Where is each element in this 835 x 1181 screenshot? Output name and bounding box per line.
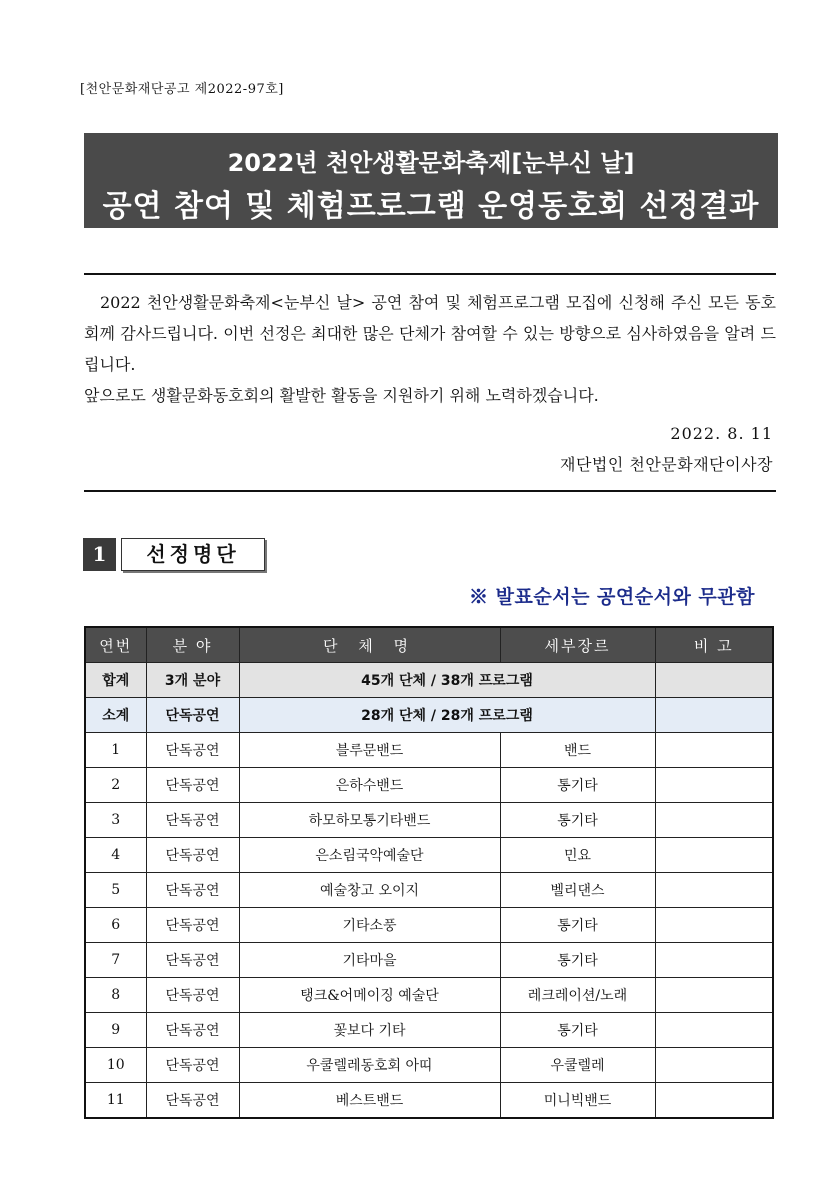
cell-name: 기타마을 — [239, 943, 500, 978]
table-row — [85, 908, 773, 943]
cell-field: 단독공연 — [146, 978, 239, 1013]
subtotal-label: 소계 — [85, 698, 146, 733]
total-summary: 45개 단체 / 38개 프로그램 — [239, 663, 655, 698]
cell-remark — [655, 838, 773, 873]
table-row — [85, 733, 773, 768]
header-name: 단 체 명 — [239, 627, 500, 663]
cell-field: 단독공연 — [146, 733, 239, 768]
header-genre: 세부장르 — [500, 627, 655, 663]
table-row — [85, 943, 773, 978]
cell-remark — [655, 733, 773, 768]
results-table — [84, 626, 774, 1119]
header-remark: 비 고 — [655, 627, 773, 663]
cell-no: 6 — [85, 908, 146, 943]
cell-genre: 통기타 — [500, 1013, 655, 1048]
table-row — [85, 978, 773, 1013]
cell-field: 단독공연 — [146, 1048, 239, 1083]
table-header-row — [85, 627, 773, 663]
cell-genre: 밴드 — [500, 733, 655, 768]
cell-field: 단독공연 — [146, 908, 239, 943]
subtotal-row — [85, 698, 773, 733]
cell-remark — [655, 768, 773, 803]
section-title: 선정명단 — [121, 538, 265, 571]
cell-field: 단독공연 — [146, 838, 239, 873]
cell-genre: 통기타 — [500, 768, 655, 803]
table-row — [85, 1048, 773, 1083]
table-row — [85, 1013, 773, 1048]
cell-name: 베스트밴드 — [239, 1083, 500, 1119]
cell-name: 우쿨렐레동호회 아띠 — [239, 1048, 500, 1083]
cell-no: 7 — [85, 943, 146, 978]
cell-remark — [655, 873, 773, 908]
cell-no: 1 — [85, 733, 146, 768]
table-row — [85, 838, 773, 873]
cell-remark — [655, 1083, 773, 1119]
cell-no: 4 — [85, 838, 146, 873]
notice-number: [천안문화재단공고 제2022-97호] — [80, 82, 284, 97]
cell-field: 단독공연 — [146, 768, 239, 803]
subtotal-remark — [655, 698, 773, 733]
cell-field: 단독공연 — [146, 803, 239, 838]
cell-name: 탱크&어메이징 예술단 — [239, 978, 500, 1013]
cell-no: 9 — [85, 1013, 146, 1048]
title-banner — [84, 133, 778, 228]
bottom-rule — [84, 490, 776, 492]
total-row — [85, 663, 773, 698]
intro-paragraph-1: 2022 천안생활문화축제<눈부신 날> 공연 참여 및 체험프로그램 모집에 신청해 주신 모든 동호회께 감사드립니다. 이번 선정은 최대한 많은 단체가 참여할 수 있는 방향으로 심사하였음을 알려 드립니다. — [84, 293, 776, 374]
cell-genre: 벨리댄스 — [500, 873, 655, 908]
header-no: 연번 — [85, 627, 146, 663]
cell-remark — [655, 803, 773, 838]
cell-genre: 민요 — [500, 838, 655, 873]
cell-no: 10 — [85, 1048, 146, 1083]
cell-field: 단독공연 — [146, 1083, 239, 1119]
signer: 재단법인 천안문화재단이사장 — [559, 455, 773, 474]
cell-no: 3 — [85, 803, 146, 838]
cell-no: 5 — [85, 873, 146, 908]
table-row — [85, 768, 773, 803]
title-line-1: 2022년 천안생활문화축제[눈부신 날] — [227, 149, 635, 177]
intro-paragraph-2: 앞으로도 생활문화동호회의 활발한 활동을 지원하기 위해 노력하겠습니다. — [84, 386, 599, 405]
cell-name: 블루문밴드 — [239, 733, 500, 768]
cell-genre: 미니빅밴드 — [500, 1083, 655, 1119]
cell-no: 11 — [85, 1083, 146, 1119]
total-remark — [655, 663, 773, 698]
top-rule — [84, 273, 776, 275]
cell-name: 꽃보다 기타 — [239, 1013, 500, 1048]
subtotal-field: 단독공연 — [146, 698, 239, 733]
cell-remark — [655, 1048, 773, 1083]
cell-remark — [655, 943, 773, 978]
cell-name: 은소림국악예술단 — [239, 838, 500, 873]
cell-name: 예술창고 오이지 — [239, 873, 500, 908]
title-line-2: 공연 참여 및 체험프로그램 운영동호회 선정결과 — [102, 189, 760, 224]
cell-field: 단독공연 — [146, 943, 239, 978]
cell-genre: 통기타 — [500, 943, 655, 978]
notice-date: 2022. 8. 11 — [670, 424, 773, 443]
cell-genre: 통기타 — [500, 908, 655, 943]
table-row — [85, 873, 773, 908]
cell-name: 기타소풍 — [239, 908, 500, 943]
table-row — [85, 1083, 773, 1119]
cell-genre: 통기타 — [500, 803, 655, 838]
announcement-note: ※ 발표순서는 공연순서와 무관함 — [469, 586, 755, 608]
table-row — [85, 803, 773, 838]
header-field: 분 야 — [146, 627, 239, 663]
cell-genre: 우쿨렐레 — [500, 1048, 655, 1083]
cell-remark — [655, 978, 773, 1013]
cell-name: 은하수밴드 — [239, 768, 500, 803]
total-field: 3개 분야 — [146, 663, 239, 698]
cell-genre: 레크레이션/노래 — [500, 978, 655, 1013]
cell-no: 2 — [85, 768, 146, 803]
cell-field: 단독공연 — [146, 1013, 239, 1048]
total-label: 합계 — [85, 663, 146, 698]
section-number: 1 — [83, 538, 116, 571]
cell-field: 단독공연 — [146, 873, 239, 908]
intro-text — [84, 287, 776, 411]
cell-remark — [655, 908, 773, 943]
cell-remark — [655, 1013, 773, 1048]
cell-no: 8 — [85, 978, 146, 1013]
subtotal-summary: 28개 단체 / 28개 프로그램 — [239, 698, 655, 733]
cell-name: 하모하모통기타밴드 — [239, 803, 500, 838]
